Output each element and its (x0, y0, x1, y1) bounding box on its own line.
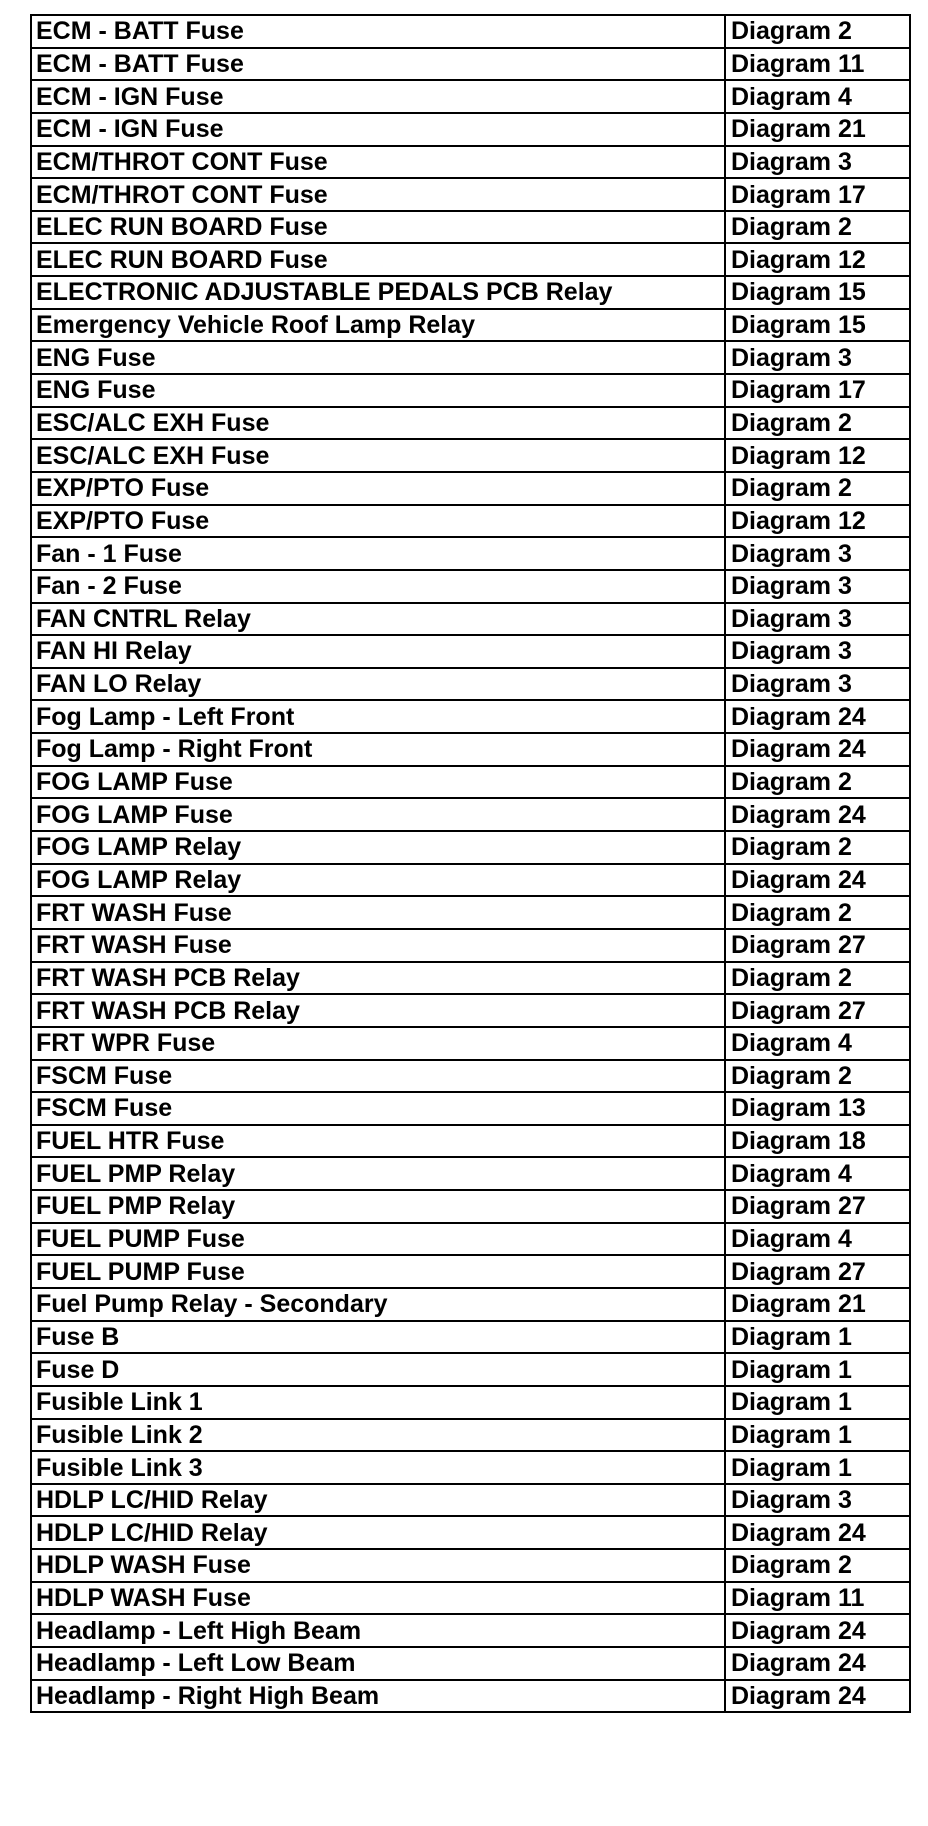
table-row (31, 994, 910, 1027)
diagram-reference-cell: Diagram 27 (725, 929, 910, 962)
table-row (31, 113, 910, 146)
component-name-cell: Fuse D (31, 1353, 725, 1386)
diagram-reference-cell: Diagram 2 (725, 15, 910, 48)
component-name-cell: HDLP LC/HID Relay (31, 1516, 725, 1549)
table-row (31, 537, 910, 570)
component-name-cell: FAN LO Relay (31, 668, 725, 701)
component-name-cell: Emergency Vehicle Roof Lamp Relay (31, 309, 725, 342)
table-row (31, 1060, 910, 1093)
table-row (31, 864, 910, 897)
table-row (31, 1255, 910, 1288)
component-name-cell: ESC/ALC EXH Fuse (31, 439, 725, 472)
component-name-cell: ECM - BATT Fuse (31, 15, 725, 48)
component-name-cell: ELEC RUN BOARD Fuse (31, 211, 725, 244)
diagram-reference-cell: Diagram 2 (725, 896, 910, 929)
component-name-cell: FRT WASH Fuse (31, 896, 725, 929)
diagram-reference-cell: Diagram 1 (725, 1419, 910, 1452)
table-row (31, 733, 910, 766)
component-name-cell: FUEL PMP Relay (31, 1157, 725, 1190)
component-name-cell: ELEC RUN BOARD Fuse (31, 243, 725, 276)
diagram-reference-cell: Diagram 24 (725, 798, 910, 831)
component-name-cell: FUEL PUMP Fuse (31, 1255, 725, 1288)
diagram-reference-cell: Diagram 17 (725, 374, 910, 407)
table-row (31, 505, 910, 538)
diagram-reference-cell: Diagram 24 (725, 733, 910, 766)
diagram-reference-cell: Diagram 3 (725, 341, 910, 374)
diagram-reference-cell: Diagram 3 (725, 570, 910, 603)
table-row (31, 407, 910, 440)
component-name-cell: FAN HI Relay (31, 635, 725, 668)
diagram-reference-cell: Diagram 15 (725, 309, 910, 342)
component-name-cell: ECM - IGN Fuse (31, 113, 725, 146)
diagram-reference-cell: Diagram 2 (725, 211, 910, 244)
table-row (31, 439, 910, 472)
diagram-reference-cell: Diagram 27 (725, 1190, 910, 1223)
table-row (31, 766, 910, 799)
component-name-cell: FUEL HTR Fuse (31, 1125, 725, 1158)
table-row (31, 831, 910, 864)
diagram-reference-cell: Diagram 2 (725, 407, 910, 440)
diagram-reference-cell: Diagram 24 (725, 1516, 910, 1549)
diagram-reference-cell: Diagram 11 (725, 48, 910, 81)
component-name-cell: EXP/PTO Fuse (31, 505, 725, 538)
diagram-reference-cell: Diagram 27 (725, 1255, 910, 1288)
diagram-reference-cell: Diagram 12 (725, 243, 910, 276)
table-row (31, 798, 910, 831)
diagram-reference-cell: Diagram 13 (725, 1092, 910, 1125)
table-row (31, 962, 910, 995)
diagram-reference-cell: Diagram 12 (725, 505, 910, 538)
diagram-reference-cell: Diagram 2 (725, 766, 910, 799)
component-name-cell: Fusible Link 1 (31, 1386, 725, 1419)
table-row (31, 570, 910, 603)
table-row (31, 1386, 910, 1419)
table-row (31, 341, 910, 374)
component-name-cell: FOG LAMP Fuse (31, 798, 725, 831)
diagram-reference-cell: Diagram 1 (725, 1353, 910, 1386)
table-row (31, 276, 910, 309)
table-body (31, 15, 910, 1712)
diagram-reference-cell: Diagram 3 (725, 1484, 910, 1517)
component-name-cell: FSCM Fuse (31, 1060, 725, 1093)
table-row (31, 929, 910, 962)
table-row (31, 1321, 910, 1354)
table-row (31, 15, 910, 48)
component-name-cell: HDLP LC/HID Relay (31, 1484, 725, 1517)
component-name-cell: FAN CNTRL Relay (31, 603, 725, 636)
component-name-cell: ELECTRONIC ADJUSTABLE PEDALS PCB Relay (31, 276, 725, 309)
table-row (31, 896, 910, 929)
diagram-reference-cell: Diagram 24 (725, 700, 910, 733)
table-row (31, 178, 910, 211)
diagram-reference-cell: Diagram 3 (725, 146, 910, 179)
component-name-cell: ENG Fuse (31, 374, 725, 407)
table-row (31, 1288, 910, 1321)
component-name-cell: Fusible Link 3 (31, 1451, 725, 1484)
table-row (31, 243, 910, 276)
component-name-cell: Fog Lamp - Right Front (31, 733, 725, 766)
diagram-reference-cell: Diagram 12 (725, 439, 910, 472)
diagram-reference-cell: Diagram 21 (725, 113, 910, 146)
table-row (31, 211, 910, 244)
component-name-cell: FRT WASH PCB Relay (31, 962, 725, 995)
table-row (31, 700, 910, 733)
table-row (31, 1125, 910, 1158)
table-row (31, 1680, 910, 1713)
diagram-reference-cell: Diagram 2 (725, 472, 910, 505)
diagram-reference-cell: Diagram 1 (725, 1386, 910, 1419)
component-name-cell: ECM - IGN Fuse (31, 80, 725, 113)
diagram-reference-cell: Diagram 24 (725, 864, 910, 897)
component-name-cell: ECM/THROT CONT Fuse (31, 178, 725, 211)
diagram-reference-cell: Diagram 24 (725, 1647, 910, 1680)
table-row (31, 1223, 910, 1256)
component-name-cell: Fuel Pump Relay - Secondary (31, 1288, 725, 1321)
component-name-cell: HDLP WASH Fuse (31, 1549, 725, 1582)
component-name-cell: FRT WASH PCB Relay (31, 994, 725, 1027)
diagram-reference-cell: Diagram 3 (725, 635, 910, 668)
diagram-reference-cell: Diagram 2 (725, 962, 910, 995)
component-name-cell: Fog Lamp - Left Front (31, 700, 725, 733)
table-row (31, 1614, 910, 1647)
component-name-cell: EXP/PTO Fuse (31, 472, 725, 505)
component-name-cell: Headlamp - Left Low Beam (31, 1647, 725, 1680)
diagram-reference-cell: Diagram 21 (725, 1288, 910, 1321)
diagram-reference-cell: Diagram 2 (725, 1060, 910, 1093)
diagram-reference-cell: Diagram 2 (725, 1549, 910, 1582)
table-row (31, 1647, 910, 1680)
table-row (31, 48, 910, 81)
component-name-cell: Headlamp - Right High Beam (31, 1680, 725, 1713)
component-name-cell: Fusible Link 2 (31, 1419, 725, 1452)
component-name-cell: ECM/THROT CONT Fuse (31, 146, 725, 179)
diagram-reference-cell: Diagram 27 (725, 994, 910, 1027)
component-name-cell: FRT WPR Fuse (31, 1027, 725, 1060)
table-row (31, 668, 910, 701)
component-name-cell: HDLP WASH Fuse (31, 1582, 725, 1615)
diagram-reference-cell: Diagram 2 (725, 831, 910, 864)
component-name-cell: FSCM Fuse (31, 1092, 725, 1125)
table-row (31, 472, 910, 505)
component-name-cell: FUEL PUMP Fuse (31, 1223, 725, 1256)
table-row (31, 1092, 910, 1125)
diagram-reference-cell: Diagram 18 (725, 1125, 910, 1158)
diagram-reference-cell: Diagram 11 (725, 1582, 910, 1615)
diagram-reference-cell: Diagram 17 (725, 178, 910, 211)
component-name-cell: Fan - 1 Fuse (31, 537, 725, 570)
table-row (31, 1549, 910, 1582)
table-row (31, 603, 910, 636)
component-name-cell: Headlamp - Left High Beam (31, 1614, 725, 1647)
component-name-cell: FUEL PMP Relay (31, 1190, 725, 1223)
component-name-cell: ESC/ALC EXH Fuse (31, 407, 725, 440)
component-index-sheet (30, 14, 900, 1713)
table-row (31, 374, 910, 407)
table-row (31, 1419, 910, 1452)
component-name-cell: Fan - 2 Fuse (31, 570, 725, 603)
diagram-reference-cell: Diagram 1 (725, 1321, 910, 1354)
diagram-reference-cell: Diagram 3 (725, 668, 910, 701)
diagram-reference-cell: Diagram 24 (725, 1614, 910, 1647)
diagram-reference-cell: Diagram 3 (725, 603, 910, 636)
table-row (31, 1484, 910, 1517)
diagram-reference-cell: Diagram 4 (725, 1223, 910, 1256)
table-row (31, 635, 910, 668)
table-row (31, 1451, 910, 1484)
table-row (31, 309, 910, 342)
component-diagram-table (30, 14, 911, 1713)
component-name-cell: Fuse B (31, 1321, 725, 1354)
diagram-reference-cell: Diagram 4 (725, 1027, 910, 1060)
component-name-cell: FRT WASH Fuse (31, 929, 725, 962)
component-name-cell: FOG LAMP Relay (31, 831, 725, 864)
component-name-cell: ENG Fuse (31, 341, 725, 374)
table-row (31, 1157, 910, 1190)
diagram-reference-cell: Diagram 15 (725, 276, 910, 309)
component-name-cell: ECM - BATT Fuse (31, 48, 725, 81)
component-name-cell: FOG LAMP Relay (31, 864, 725, 897)
diagram-reference-cell: Diagram 4 (725, 80, 910, 113)
table-row (31, 80, 910, 113)
table-row (31, 1516, 910, 1549)
table-row (31, 1027, 910, 1060)
component-name-cell: FOG LAMP Fuse (31, 766, 725, 799)
table-row (31, 1353, 910, 1386)
diagram-reference-cell: Diagram 1 (725, 1451, 910, 1484)
table-row (31, 1190, 910, 1223)
diagram-reference-cell: Diagram 24 (725, 1680, 910, 1713)
table-row (31, 1582, 910, 1615)
diagram-reference-cell: Diagram 4 (725, 1157, 910, 1190)
table-row (31, 146, 910, 179)
diagram-reference-cell: Diagram 3 (725, 537, 910, 570)
